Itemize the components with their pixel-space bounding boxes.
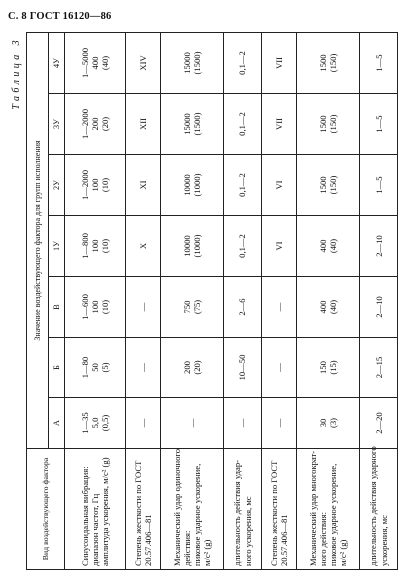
value-line: 2—10: [373, 235, 384, 257]
factor-column-header: Вид воздействующего фактора: [27, 449, 65, 570]
value-cell: [297, 398, 360, 449]
factor-line: 20.57.406—81: [279, 514, 290, 566]
table-row: [125, 32, 161, 569]
value-cell: [161, 338, 224, 398]
value-line: 10000: [182, 174, 193, 196]
factor-cell: [65, 449, 126, 570]
value-line: VII: [274, 57, 285, 69]
value-line: 15000: [182, 113, 193, 135]
value-cell: [161, 398, 224, 449]
group-header-0: А: [49, 398, 65, 449]
factor-cell: [125, 449, 161, 570]
value-cell: [65, 216, 126, 277]
value-line: 10000: [182, 235, 193, 257]
value-line: 1—2000: [79, 108, 90, 140]
table-row: [65, 32, 126, 569]
value-cell: [261, 216, 297, 277]
value-line: (15): [328, 360, 339, 375]
group-header-5: 3У: [49, 94, 65, 155]
page-header: С. 8 ГОСТ 16120—86: [8, 11, 112, 22]
value-cell: [125, 94, 161, 155]
factor-line: амплитуда ускорения, м/с² (g): [99, 457, 110, 566]
value-line: (150): [328, 175, 339, 195]
value-line: 400: [318, 239, 329, 253]
value-cell: [65, 155, 126, 216]
value-line: —: [187, 418, 198, 428]
table-row: [360, 32, 398, 569]
value-line: 100: [89, 178, 100, 192]
value-line: (0,5): [99, 414, 110, 432]
value-line: 750: [182, 300, 193, 314]
factor-cell: [261, 449, 297, 570]
value-cell: [125, 155, 161, 216]
value-cell: [161, 216, 224, 277]
value-line: 2—15: [373, 356, 384, 379]
value-cell: [360, 32, 398, 93]
group-header-1: Б: [49, 338, 65, 398]
value-line: VI: [274, 241, 285, 251]
value-line: (75): [192, 299, 203, 315]
value-line: (1500): [192, 112, 203, 136]
factor-line: Механический удар одиночного: [171, 448, 182, 566]
value-cell: [261, 398, 297, 449]
gost-table: [26, 32, 398, 570]
value-cell: [65, 338, 126, 398]
value-cell: [65, 32, 126, 93]
value-cell: [360, 94, 398, 155]
value-line: (1000): [192, 173, 203, 197]
value-line: (40): [99, 55, 110, 71]
value-line: 100: [89, 239, 100, 253]
value-line: (40): [328, 238, 339, 254]
factor-line: Степень жесткости по ГОСТ: [269, 460, 279, 566]
value-line: XIV: [137, 55, 148, 71]
value-cell: [297, 32, 360, 93]
value-cell: [125, 398, 161, 449]
value-line: 5,0: [89, 417, 100, 429]
rotated-table-block: [10, 33, 398, 570]
value-cell: [297, 216, 360, 277]
value-line: 1—35: [79, 412, 90, 434]
value-line: 0,1—2: [237, 51, 248, 75]
value-line: 1500: [318, 176, 329, 194]
value-line: (20): [99, 116, 110, 132]
value-line: (40): [328, 299, 339, 315]
value-cell: [297, 94, 360, 155]
value-line: 200: [182, 361, 193, 374]
factor-cell: [360, 446, 398, 570]
value-cell: [224, 398, 262, 449]
value-cell: [360, 398, 398, 449]
value-line: 1—5000: [79, 47, 90, 79]
value-line: 50: [89, 363, 100, 372]
factor-line: ускорения, мс: [378, 515, 389, 566]
value-line: (5): [99, 362, 110, 373]
value-line: 100: [89, 300, 100, 314]
value-cell: [360, 155, 398, 216]
value-cell: [125, 338, 161, 398]
factor-cell: [297, 449, 360, 570]
value-cell: [65, 277, 126, 338]
group-header-6: 4У: [49, 32, 65, 93]
factor-line: действия:: [182, 530, 193, 566]
value-line: —: [137, 302, 148, 312]
value-line: —: [137, 418, 148, 428]
value-line: 1500: [318, 54, 329, 72]
value-line: —: [137, 363, 148, 372]
factor-line: пиковое ударное ускорение,: [328, 463, 339, 566]
value-cell: [224, 216, 262, 277]
factor-line: Степень жесткости по ГОСТ: [132, 460, 143, 566]
value-line: 1—80: [79, 356, 90, 379]
value-line: 1500: [318, 115, 329, 133]
value-line: 2—6: [237, 298, 248, 316]
value-cell: [125, 32, 161, 93]
factor-line: ного действия:: [318, 511, 329, 566]
values-header: Значение воздействующего фактора для групп исполнения: [27, 32, 49, 448]
value-line: —: [237, 418, 248, 428]
value-cell: [65, 398, 126, 449]
value-line: 10—50: [237, 354, 248, 381]
table-caption: Таблица 3: [11, 37, 22, 110]
value-cell: [261, 32, 297, 93]
value-cell: [125, 216, 161, 277]
factor-cell: [224, 449, 262, 570]
value-line: 400: [318, 300, 329, 314]
factor-line: диапазон частот, Гц: [89, 493, 100, 566]
value-line: VI: [274, 180, 285, 190]
value-cell: [125, 277, 161, 338]
value-line: X: [137, 242, 148, 250]
value-cell: [261, 277, 297, 338]
factor-line: длительность действия ударного: [368, 446, 379, 566]
value-line: (3): [328, 417, 339, 429]
value-line: (1000): [192, 234, 203, 258]
value-cell: [161, 32, 224, 93]
factor-line: длительность действия удар-: [232, 460, 243, 566]
value-line: (10): [99, 177, 110, 193]
factor-cell: [161, 449, 224, 570]
value-line: 0,1—2: [237, 112, 248, 136]
value-cell: [360, 216, 398, 277]
value-cell: [161, 155, 224, 216]
value-cell: [261, 155, 297, 216]
value-cell: [224, 277, 262, 338]
value-line: 200: [89, 117, 100, 131]
value-cell: [360, 277, 398, 338]
value-line: 1—5: [373, 176, 384, 194]
value-cell: [297, 338, 360, 398]
value-line: 1—5: [373, 54, 384, 72]
value-cell: [224, 155, 262, 216]
table-row: [224, 32, 262, 569]
value-line: 1—2000: [79, 169, 90, 201]
value-line: 15000: [182, 52, 193, 74]
factor-line: 20.57.406—81: [143, 514, 154, 566]
table-row: [161, 32, 224, 569]
value-cell: [261, 338, 297, 398]
factor-line: Механический удар многократ-: [308, 450, 319, 566]
value-line: (10): [99, 238, 110, 254]
factor-line: ного ускорения, мс: [242, 496, 253, 566]
value-line: 30: [318, 418, 329, 428]
value-cell: [224, 32, 262, 93]
value-line: 1—600: [79, 294, 90, 320]
value-line: (150): [328, 53, 339, 73]
value-line: 2—10: [373, 296, 384, 318]
factor-line: пиковое ударное ускорение,: [192, 463, 203, 566]
value-cell: [297, 155, 360, 216]
value-line: 1—800: [79, 233, 90, 259]
factor-line: Синусоидальная вибрация:: [79, 466, 90, 566]
table-row: [261, 32, 297, 569]
factor-line: м/с² (g): [338, 539, 349, 566]
value-cell: [161, 277, 224, 338]
group-header-2: В: [49, 277, 65, 338]
value-line: —: [274, 302, 285, 312]
value-line: (1500): [192, 51, 203, 75]
value-line: —: [274, 363, 285, 372]
group-header-3: 1У: [49, 216, 65, 277]
value-line: 2—20: [373, 412, 384, 434]
value-line: 0,1—2: [237, 234, 248, 258]
value-line: 400: [89, 56, 100, 70]
value-line: XI: [137, 180, 148, 190]
value-line: (10): [99, 299, 110, 315]
factor-line: м/с² (g): [202, 539, 213, 566]
value-cell: [224, 338, 262, 398]
value-line: 0,1—2: [237, 173, 248, 197]
value-line: (20): [192, 360, 203, 375]
value-line: —: [274, 418, 285, 428]
value-line: (150): [328, 114, 339, 134]
value-cell: [297, 277, 360, 338]
table-row: [297, 32, 360, 569]
value-line: XII: [137, 118, 148, 130]
value-cell: [360, 338, 398, 398]
value-line: 1—5: [373, 115, 384, 133]
value-cell: [261, 94, 297, 155]
value-line: VII: [274, 118, 285, 130]
value-cell: [65, 94, 126, 155]
value-line: 150: [318, 361, 329, 374]
group-header-4: 2У: [49, 155, 65, 216]
value-cell: [224, 94, 262, 155]
value-cell: [161, 94, 224, 155]
